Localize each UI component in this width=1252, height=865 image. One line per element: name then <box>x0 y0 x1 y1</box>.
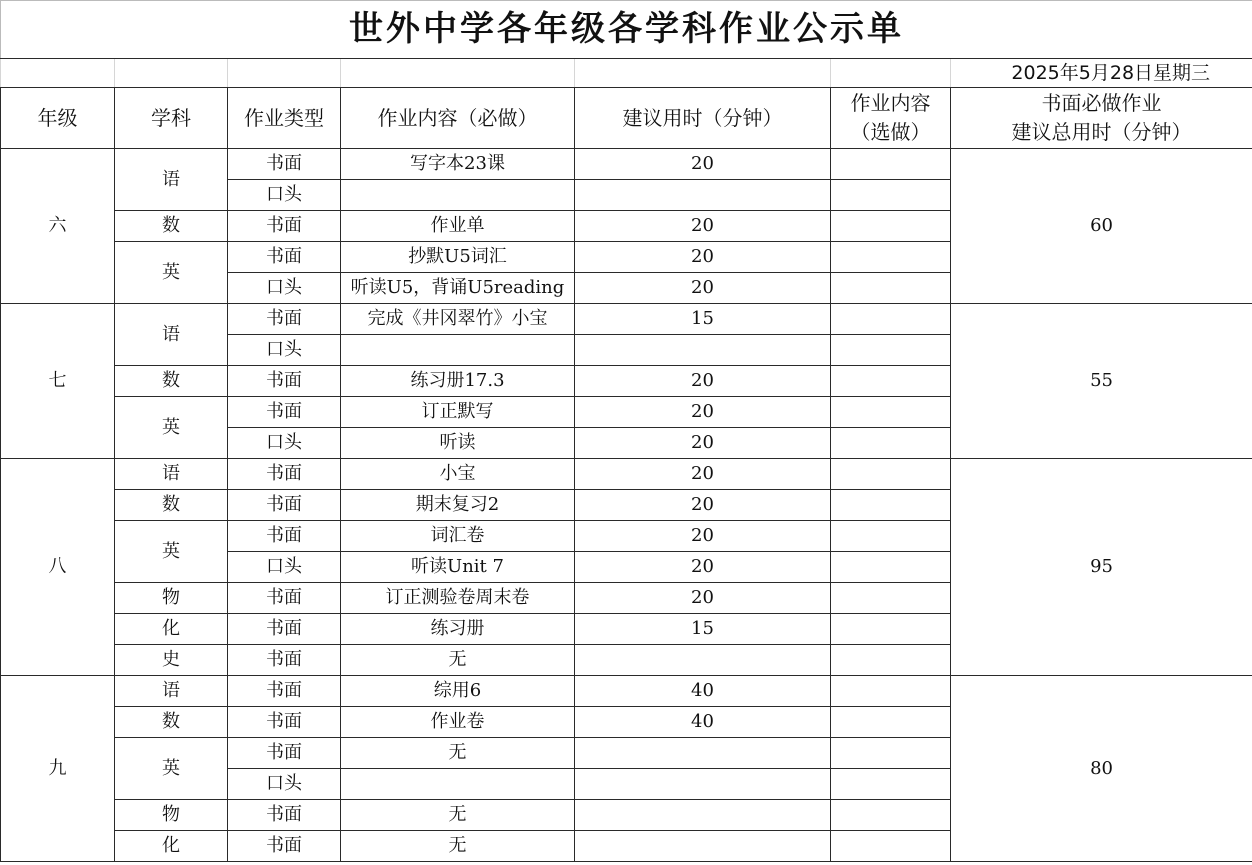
type-cell: 口头 <box>228 552 341 583</box>
header-required-content: 作业内容（必做） <box>341 88 575 149</box>
time-cell <box>575 769 831 800</box>
table-row <box>1 149 1252 180</box>
header-subject: 学科 <box>115 88 228 149</box>
time-cell <box>575 831 831 862</box>
subject-cell: 英 <box>115 242 228 304</box>
type-cell: 书面 <box>228 583 341 614</box>
type-cell: 书面 <box>228 521 341 552</box>
subject-cell: 化 <box>115 614 228 645</box>
subject-cell: 英 <box>115 397 228 459</box>
subject-cell: 数 <box>115 490 228 521</box>
subject-cell: 英 <box>115 521 228 583</box>
subject-cell: 史 <box>115 645 228 676</box>
type-cell: 书面 <box>228 645 341 676</box>
blank-cell <box>341 59 575 88</box>
optional-content-cell <box>831 552 951 583</box>
blank-cell <box>1 59 115 88</box>
table-row <box>1 676 1252 707</box>
header-total-line2: 建议总用时（分钟） <box>1011 120 1192 144</box>
total-time-cell: 60 <box>951 149 1252 304</box>
required-content-cell: 无 <box>341 831 575 862</box>
time-cell: 20 <box>575 490 831 521</box>
table-body <box>1 1 1252 862</box>
header-type: 作业类型 <box>228 88 341 149</box>
type-cell: 书面 <box>228 614 341 645</box>
type-cell: 书面 <box>228 304 341 335</box>
time-cell: 20 <box>575 583 831 614</box>
optional-content-cell <box>831 583 951 614</box>
subject-cell: 英 <box>115 738 228 800</box>
date-label: 2025年5月28日星期三 <box>951 59 1252 88</box>
required-content-cell: 作业单 <box>341 211 575 242</box>
time-cell: 20 <box>575 242 831 273</box>
subject-cell: 语 <box>115 676 228 707</box>
optional-content-cell <box>831 211 951 242</box>
optional-content-cell <box>831 335 951 366</box>
required-content-cell: 期末复习2 <box>341 490 575 521</box>
time-cell: 40 <box>575 707 831 738</box>
time-cell: 20 <box>575 428 831 459</box>
type-cell: 口头 <box>228 273 341 304</box>
time-cell: 20 <box>575 211 831 242</box>
optional-content-cell <box>831 800 951 831</box>
optional-content-cell <box>831 397 951 428</box>
optional-content-cell <box>831 738 951 769</box>
type-cell: 口头 <box>228 335 341 366</box>
time-cell: 20 <box>575 521 831 552</box>
type-cell: 口头 <box>228 428 341 459</box>
time-cell <box>575 738 831 769</box>
time-cell: 15 <box>575 614 831 645</box>
optional-content-cell <box>831 614 951 645</box>
time-cell: 20 <box>575 366 831 397</box>
header-optional-content <box>831 88 951 149</box>
header-grade: 年级 <box>1 88 115 149</box>
required-content-cell: 听读 <box>341 428 575 459</box>
subject-cell: 语 <box>115 304 228 366</box>
grade-cell: 六 <box>1 149 115 304</box>
total-time-cell: 80 <box>951 676 1252 862</box>
blank-cell <box>831 59 951 88</box>
optional-content-cell <box>831 521 951 552</box>
optional-content-cell <box>831 273 951 304</box>
type-cell: 书面 <box>228 459 341 490</box>
type-cell: 口头 <box>228 180 341 211</box>
required-content-cell: 听读U5，背诵U5reading <box>341 273 575 304</box>
required-content-cell: 订正测验卷周末卷 <box>341 583 575 614</box>
type-cell: 书面 <box>228 676 341 707</box>
required-content-cell: 无 <box>341 738 575 769</box>
required-content-cell: 写字本23课 <box>341 149 575 180</box>
optional-content-cell <box>831 149 951 180</box>
required-content-cell: 无 <box>341 800 575 831</box>
optional-content-cell <box>831 490 951 521</box>
optional-content-cell <box>831 676 951 707</box>
optional-content-cell <box>831 366 951 397</box>
optional-content-cell <box>831 459 951 490</box>
grade-cell: 八 <box>1 459 115 676</box>
time-cell: 20 <box>575 149 831 180</box>
header-row <box>1 88 1252 149</box>
time-cell <box>575 645 831 676</box>
required-content-cell: 订正默写 <box>341 397 575 428</box>
subject-cell: 语 <box>115 459 228 490</box>
time-cell: 20 <box>575 552 831 583</box>
blank-cell <box>228 59 341 88</box>
type-cell: 书面 <box>228 242 341 273</box>
type-cell: 书面 <box>228 800 341 831</box>
type-cell: 书面 <box>228 211 341 242</box>
subject-cell: 数 <box>115 707 228 738</box>
optional-content-cell <box>831 242 951 273</box>
required-content-cell: 小宝 <box>341 459 575 490</box>
time-cell <box>575 800 831 831</box>
optional-content-cell <box>831 831 951 862</box>
optional-content-cell <box>831 645 951 676</box>
subject-cell: 数 <box>115 366 228 397</box>
total-time-cell: 95 <box>951 459 1252 676</box>
type-cell: 书面 <box>228 490 341 521</box>
grade-cell: 九 <box>1 676 115 862</box>
time-cell <box>575 335 831 366</box>
subject-cell: 物 <box>115 800 228 831</box>
header-optional-line2: （选做） <box>850 120 931 144</box>
optional-content-cell <box>831 707 951 738</box>
sheet-title: 世外中学各年级各学科作业公示单 <box>1 1 1252 59</box>
table-row <box>1 459 1252 490</box>
required-content-cell: 抄默U5词汇 <box>341 242 575 273</box>
required-content-cell: 练习册 <box>341 614 575 645</box>
total-time-cell: 55 <box>951 304 1252 459</box>
time-cell: 20 <box>575 397 831 428</box>
subject-cell: 物 <box>115 583 228 614</box>
type-cell: 书面 <box>228 831 341 862</box>
header-suggested-time: 建议用时（分钟） <box>575 88 831 149</box>
subject-cell: 化 <box>115 831 228 862</box>
subject-cell: 数 <box>115 211 228 242</box>
type-cell: 口头 <box>228 769 341 800</box>
blank-cell <box>575 59 831 88</box>
required-content-cell: 练习册17.3 <box>341 366 575 397</box>
required-content-cell: 完成《井冈翠竹》小宝 <box>341 304 575 335</box>
optional-content-cell <box>831 428 951 459</box>
optional-content-cell <box>831 769 951 800</box>
required-content-cell: 作业卷 <box>341 707 575 738</box>
time-cell: 20 <box>575 273 831 304</box>
type-cell: 书面 <box>228 397 341 428</box>
table-row <box>1 304 1252 335</box>
required-content-cell <box>341 769 575 800</box>
header-total-time <box>951 88 1252 149</box>
type-cell: 书面 <box>228 366 341 397</box>
type-cell: 书面 <box>228 707 341 738</box>
subject-cell: 语 <box>115 149 228 211</box>
optional-content-cell <box>831 304 951 335</box>
type-cell: 书面 <box>228 149 341 180</box>
header-total-line1: 书面必做作业 <box>1041 91 1162 115</box>
required-content-cell: 听读Unit 7 <box>341 552 575 583</box>
type-cell: 书面 <box>228 738 341 769</box>
grade-cell: 七 <box>1 304 115 459</box>
time-cell: 20 <box>575 459 831 490</box>
time-cell: 15 <box>575 304 831 335</box>
required-content-cell: 无 <box>341 645 575 676</box>
blank-cell <box>115 59 228 88</box>
required-content-cell: 综用6 <box>341 676 575 707</box>
required-content-cell <box>341 180 575 211</box>
time-cell: 40 <box>575 676 831 707</box>
optional-content-cell <box>831 180 951 211</box>
time-cell <box>575 180 831 211</box>
required-content-cell <box>341 335 575 366</box>
required-content-cell: 词汇卷 <box>341 521 575 552</box>
header-optional-line1: 作业内容 <box>850 91 931 115</box>
